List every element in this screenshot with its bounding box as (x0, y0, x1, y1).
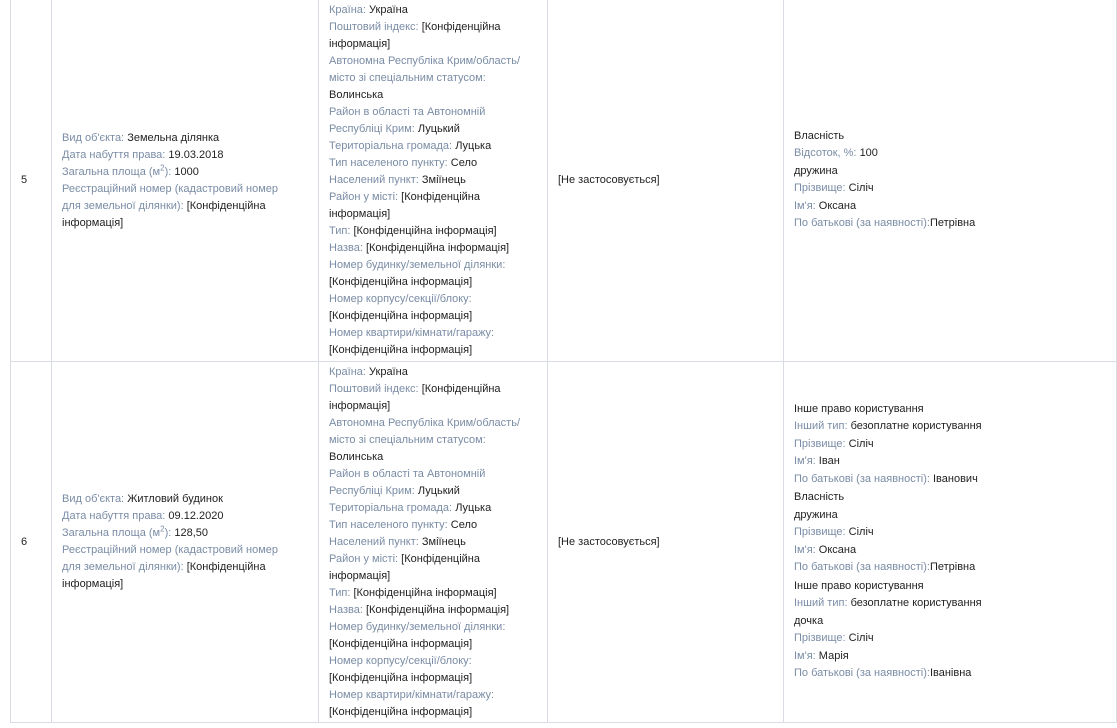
district-value: Луцький (417, 123, 460, 135)
street-type-label: Тип: (329, 225, 351, 237)
surname-value: Сіліч (848, 526, 874, 538)
community-value: Луцька (455, 501, 492, 514)
house-label: Номер будинку/земельної ділянки: (329, 620, 506, 633)
registration-value-cont: інформація] (62, 216, 124, 229)
acquisition-date-label: Дата набуття права: (62, 148, 166, 161)
object-type-label: Вид об'єкта: (62, 493, 125, 505)
district-value: Луцький (417, 484, 460, 497)
registration-label: Реєстраційний номер (кадастровий номер (62, 182, 279, 195)
acquisition-date-value: 09.12.2020 (168, 510, 224, 522)
object-type-value: Житловий будинок (127, 493, 223, 505)
not-applicable-cell: [Не застосовується] (548, 0, 784, 362)
percent-label: Відсоток, %: (794, 147, 857, 159)
apartment-value: [Конфіденційна інформація] (329, 344, 473, 356)
city-district-label: Район у місті: (329, 191, 399, 203)
area-label: Загальна площа (м (62, 165, 161, 178)
district-label: Район в області та Автономній (329, 467, 486, 480)
registration-value-cont: інформація] (62, 578, 124, 590)
region-label: Автономна Республіка Крим/область/ (329, 55, 520, 67)
object-type-label: Вид об'єкта: (62, 131, 125, 144)
name-value: Оксана (818, 199, 857, 212)
other-type-label: Інший тип: (794, 597, 848, 609)
patronymic-value: Петрівна (929, 561, 976, 573)
acquisition-date-value: 19.03.2018 (168, 148, 224, 161)
postal-label: Поштовий індекс: (329, 382, 419, 395)
district-label-cont: Республіці Крим: (329, 123, 415, 135)
name-label: Ім'я: (794, 649, 816, 662)
region-value: Волинська (329, 89, 384, 101)
settlement-type-label: Тип населеного пункту: (329, 518, 448, 531)
table-row (11, 362, 1117, 723)
country-value: Україна (369, 4, 408, 16)
patronymic-label: По батькові (за наявності): (794, 561, 930, 573)
registration-label-cont: для земельної ділянки): (62, 199, 184, 212)
area-value: 1000 (174, 165, 199, 178)
object-type-value: Земельна ділянка (127, 131, 220, 144)
not-applicable-cell: [Не застосовується] (548, 362, 784, 723)
relation: дружина (794, 508, 838, 521)
street-type-value: [Конфіденційна інформація] (353, 225, 497, 237)
district-label: Район в області та Автономній (329, 106, 486, 118)
street-name-value: [Конфіденційна інформація] (365, 603, 510, 616)
right-holder (794, 401, 1106, 489)
settlement-type-value: Село (450, 518, 478, 531)
patronymic-label: По батькові (за наявності): (794, 667, 930, 679)
other-type-value: безоплатне користування (850, 597, 982, 609)
area-label: Загальна площа (м (62, 527, 161, 539)
surname-label: Прізвище: (794, 437, 846, 450)
declaration-property-table (10, 0, 1117, 723)
country-label: Країна: (329, 4, 366, 16)
apartment-label: Номер квартири/кімнати/гаражу: (329, 327, 495, 339)
patronymic-value: Іванович (933, 472, 978, 485)
area-label-close: ): (164, 165, 172, 178)
patronymic-label: По батькові (за наявності): (794, 472, 930, 485)
city-district-value-cont: інформація] (329, 208, 391, 220)
block-value: [Конфіденційна інформація] (329, 310, 473, 322)
house-value: [Конфіденційна інформація] (329, 637, 473, 650)
name-value: Марія (818, 649, 849, 662)
patronymic-value: Іванівна (929, 667, 972, 679)
rights-info (784, 0, 1117, 362)
percent-value: 100 (859, 147, 878, 159)
surname-value: Сіліч (848, 182, 874, 194)
right-holder (794, 489, 1106, 577)
postal-label: Поштовий індекс: (329, 21, 419, 33)
apartment-label: Номер квартири/кімнати/гаражу: (329, 688, 495, 701)
name-label: Ім'я: (794, 199, 816, 212)
name-label: Ім'я: (794, 543, 816, 556)
surname-label: Прізвище: (794, 526, 846, 538)
surname-label: Прізвище: (794, 632, 846, 644)
surname-label: Прізвище: (794, 182, 846, 194)
settlement-type-label: Тип населеного пункту: (329, 157, 448, 169)
relation: дружина (794, 164, 838, 177)
patronymic-value: Петрівна (929, 217, 976, 229)
right-kind: Інше право користування (794, 579, 924, 592)
postal-value-cont: інформація] (329, 399, 391, 412)
region-label-cont: місто зі спеціальним статусом: (329, 433, 486, 446)
house-value: [Конфіденційна інформація] (329, 276, 473, 288)
district-label-cont: Республіці Крим: (329, 484, 415, 497)
row-number: 6 (11, 362, 52, 723)
name-value: Оксана (818, 543, 857, 556)
community-label: Територіальна громада: (329, 501, 453, 514)
name-value: Іван (818, 455, 840, 467)
city-district-value-cont: інформація] (329, 569, 391, 582)
block-label: Номер корпусу/секції/блоку: (329, 654, 472, 667)
other-type-label: Інший тип: (794, 420, 848, 432)
region-value: Волинська (329, 450, 384, 463)
right-kind: Власність (794, 129, 845, 142)
country-value: Україна (369, 365, 408, 378)
area-value: 128,50 (174, 527, 209, 539)
registration-label: Реєстраційний номер (кадастровий номер (62, 544, 279, 556)
community-label: Територіальна громада: (329, 140, 453, 152)
rights-info (784, 362, 1117, 723)
city-district-value: [Конфіденційна (401, 552, 480, 565)
city-district-label: Район у місті: (329, 552, 399, 565)
settlement-label: Населений пункт: (329, 174, 419, 186)
postal-value: [Конфіденційна (421, 382, 501, 395)
city-district-value: [Конфіденційна (401, 191, 480, 203)
relation: дочка (794, 614, 824, 627)
other-type-value: безоплатне користування (850, 420, 982, 432)
table-row (11, 0, 1117, 362)
region-label: Автономна Республіка Крим/область/ (329, 416, 520, 429)
object-info (52, 0, 319, 362)
registration-label-cont: для земельної ділянки): (62, 561, 184, 573)
street-name-label: Назва: (329, 603, 363, 616)
right-holder (794, 578, 1106, 683)
acquisition-date-label: Дата набуття права: (62, 510, 166, 522)
surname-value: Сіліч (848, 632, 874, 644)
region-label-cont: місто зі спеціальним статусом: (329, 72, 486, 84)
right-kind: Інше право користування (794, 402, 924, 415)
name-label: Ім'я: (794, 455, 816, 467)
address-info (319, 0, 548, 362)
postal-value-cont: інформація] (329, 38, 391, 50)
area-label-close: ): (164, 527, 172, 539)
street-name-value: [Конфіденційна інформація] (365, 242, 510, 254)
country-label: Країна: (329, 365, 366, 378)
postal-value: [Конфіденційна (421, 21, 501, 33)
registration-value: [Конфіденційна (186, 199, 266, 212)
right-holder (794, 128, 1106, 233)
settlement-type-value: Село (450, 157, 478, 169)
right-kind: Власність (794, 491, 845, 503)
block-label: Номер корпусу/секції/блоку: (329, 293, 472, 305)
patronymic-label: По батькові (за наявності): (794, 217, 930, 229)
street-name-label: Назва: (329, 242, 363, 254)
area-superscript: 2 (160, 162, 165, 172)
object-info (52, 362, 319, 723)
area-superscript: 2 (160, 524, 165, 534)
registration-value: [Конфіденційна (186, 561, 266, 573)
settlement-label: Населений пункт: (329, 535, 419, 548)
street-type-label: Тип: (329, 586, 351, 599)
block-value: [Конфіденційна інформація] (329, 671, 473, 684)
surname-value: Сіліч (848, 437, 874, 450)
address-info (319, 362, 548, 723)
street-type-value: [Конфіденційна інформація] (353, 586, 497, 599)
settlement-value: Зміїнець (421, 174, 466, 186)
settlement-value: Зміїнець (421, 535, 466, 548)
house-label: Номер будинку/земельної ділянки: (329, 259, 506, 271)
community-value: Луцька (455, 140, 492, 152)
apartment-value: [Конфіденційна інформація] (329, 705, 473, 718)
row-number: 5 (11, 0, 52, 362)
